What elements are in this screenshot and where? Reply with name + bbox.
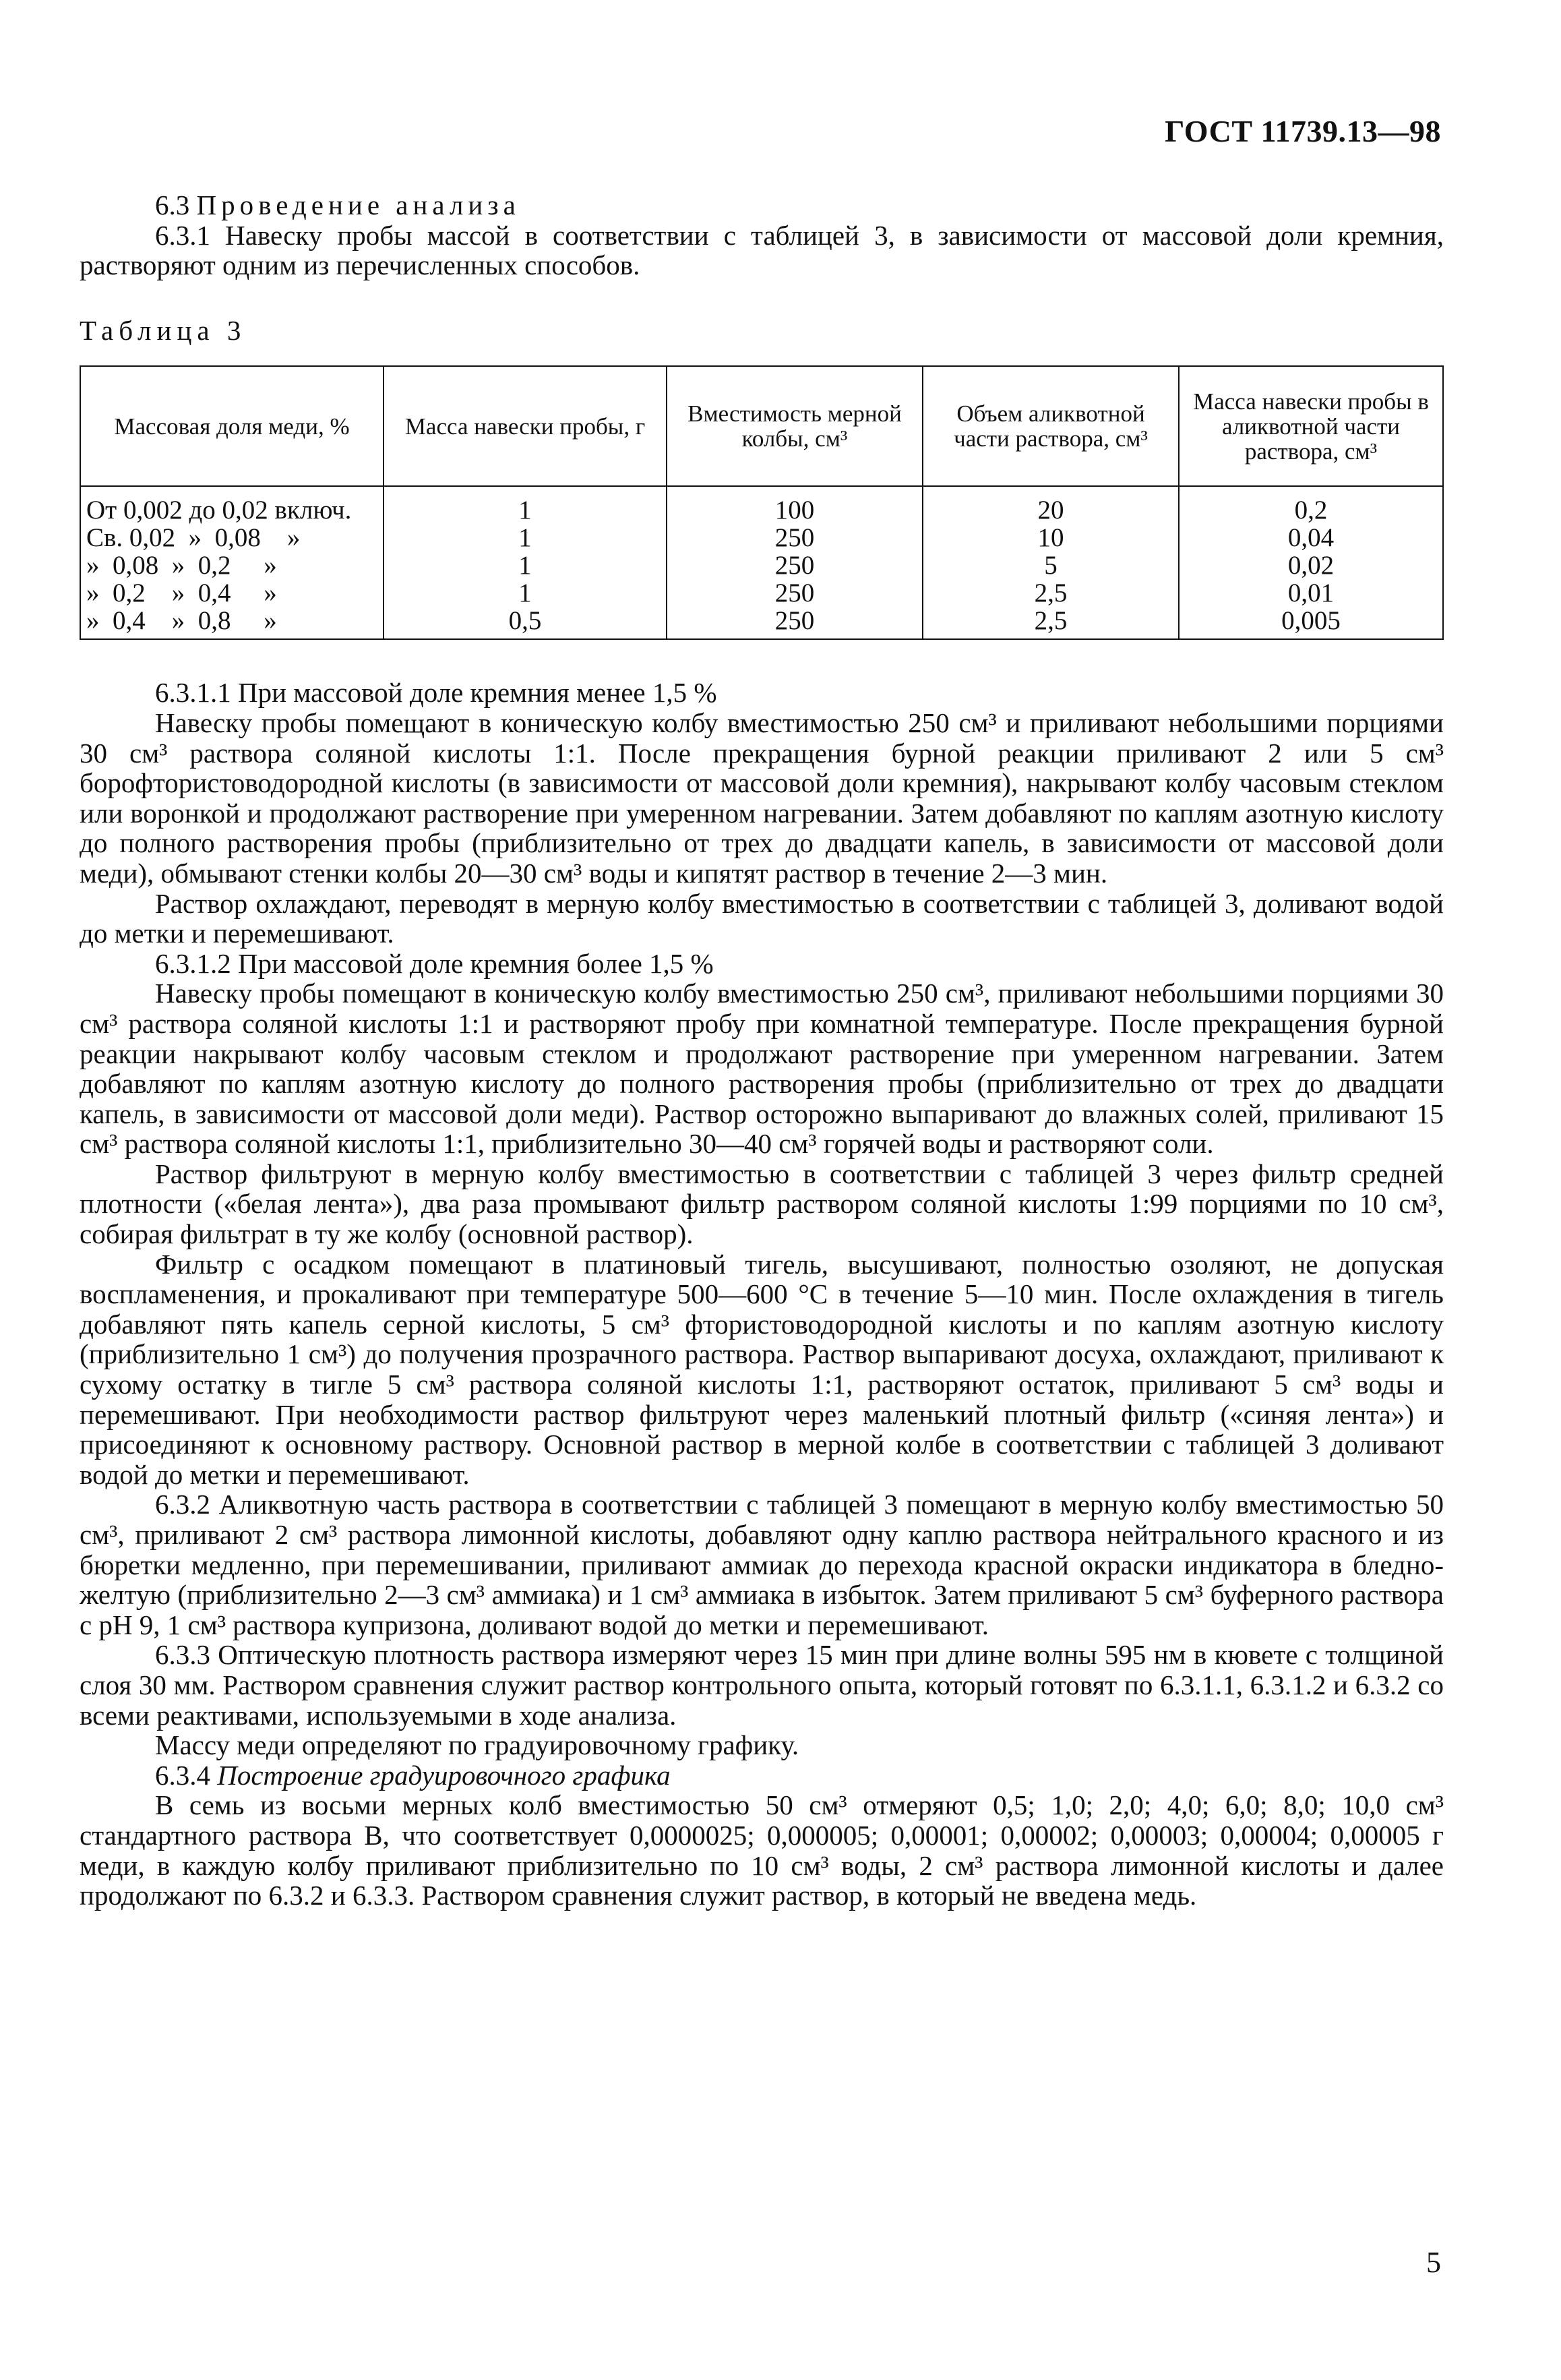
cell-flask-capacity: 250 — [667, 524, 923, 552]
table-caption: Таблица 3 — [80, 314, 247, 346]
table-row — [80, 486, 1443, 524]
cell-aliquot-volume: 5 — [923, 552, 1179, 579]
cell-aliquot-mass: 0,005 — [1179, 607, 1443, 639]
table-row — [80, 552, 1443, 579]
cell-aliquot-volume: 2,5 — [923, 579, 1179, 607]
section-number: 6.3 — [155, 189, 190, 220]
table-3 — [80, 365, 1444, 640]
header-sample-mass: Масса навески пробы, г — [384, 366, 667, 486]
cell-sample-mass: 1 — [384, 524, 667, 552]
paragraph-6-3-1-2-b: Раствор фильтруют в мерную колбу вместимостью в соответствии с таблицей 3 через фильтр средней плотности («белая лента»), два раза промывают фильтр раствором соляной кислоты 1:99 порциями по 10 см³, собирая фильтрат в ту же колбу (основной раствор). — [80, 1158, 1444, 1250]
cell-sample-mass: 1 — [384, 552, 667, 579]
cell-aliquot-mass: 0,04 — [1179, 524, 1443, 552]
cell-flask-capacity: 250 — [667, 579, 923, 607]
paragraph-6-3-3: 6.3.3 Оптическую плотность раствора измеряют через 15 мин при длине волны 595 нм в кювете с толщиной слоя 30 мм. Раствором сравнения служит раствор контрольного опыта, который готовят по 6.3.1.1, 6.3.1.2 и 6.3.2 со всеми реактивами, используемыми в ходе анализа. — [80, 1639, 1444, 1731]
paragraph-6-3-1-2-a: Навеску пробы помещают в коническую колбу вместимостью 250 см³, приливают небольшими порциями 30 см³ раствора соляной кислоты 1:1 и растворяют пробу при комнатной температуре. После прекращения бурной реакции накрывают колбу часовым стеклом и продолжают растворение при умеренном нагревании. Затем добавляют по каплям азотную кислоту до полного растворения пробы (приблизительно от трех до двадцати капель, в зависимости от массовой доли меди). Раствор осторожно выпаривают до влажных солей, приливают 15 см³ раствора соляной кислоты 1:1, приблизительно 30—40 см³ горячей воды и растворяют соли. — [80, 978, 1444, 1160]
cell-aliquot-volume: 20 — [923, 486, 1179, 524]
table-row — [80, 524, 1443, 552]
paragraph-6-3-2: 6.3.2 Аликвотную часть раствора в соответствии с таблицей 3 помещают в мерную колбу вместимостью 50 см³, приливают 2 см³ раствора лимонной кислоты, добавляют одну каплю раствора нейтрального красного и из бюретки медленно, при перемешивании, приливают аммиак до перехода красной окраски индикатора в бледно-желтую (приблизительно 2—3 см³ аммиака) и 1 см³ аммиака в избыток. Затем приливают 5 см³ буферного раствора с рН 9, 1 см³ раствора купризона, доливают водой до метки и перемешивают. — [80, 1489, 1444, 1640]
section-heading — [80, 190, 1444, 220]
cell-copper-fraction: » 0,08 » 0,2 » — [80, 552, 384, 579]
cell-flask-capacity: 250 — [667, 552, 923, 579]
paragraph-6-3-4: В семь из восьми мерных колб вместимостью 50 см³ отмеряют 0,5; 1,0; 2,0; 4,0; 6,0; 8,0; 10,0 см³ стандартного раствора В, что соответствует 0,0000025; 0,000005; 0,00001; 0,00002; 0,00003; 0,00004; 0,00005 г меди, в каждую колбу приливают приблизительно по 10 см³ воды, 2 см³ раствора лимонной кислоты и далее продолжают по 6.3.2 и 6.3.3. Раствором сравнения служит раствор, в который не введена медь. — [80, 1789, 1444, 1911]
cell-copper-fraction: » 0,4 » 0,8 » — [80, 607, 384, 639]
header-flask-capacity: Вместимость мерной колбы, см³ — [667, 366, 923, 486]
header-aliquot-mass: Масса навески пробы в аликвотной части раствора, см³ — [1179, 366, 1443, 486]
cell-copper-fraction: Св. 0,02 » 0,08 » — [80, 524, 384, 552]
cell-sample-mass: 1 — [384, 486, 667, 524]
cell-aliquot-volume: 2,5 — [923, 607, 1179, 639]
body-text — [80, 678, 1444, 1910]
subheading-6-3-4 — [80, 1760, 1444, 1791]
cell-copper-fraction: » 0,2 » 0,4 » — [80, 579, 384, 607]
cell-copper-fraction: От 0,002 до 0,02 включ. — [80, 486, 384, 524]
header-copper-fraction: Массовая доля меди, % — [80, 366, 384, 486]
cell-sample-mass: 1 — [384, 579, 667, 607]
paragraph-6-3-1-1-a: Навеску пробы помещают в коническую колбу вместимостью 250 см³ и приливают небольшими порциями 30 см³ раствора соляной кислоты 1:1. После прекращения бурной реакции приливают 2 или 5 см³ борофтористоводородной кислоты (в зависимости от массовой доли кремния), накрывают колбу часовым стеклом или воронкой и продолжают растворение при умеренном нагревании. Затем добавляют по каплям азотную кислоту до полного растворения пробы (приблизительно от трех до двадцати капель, в зависимости от массовой доли меди), обмывают стенки колбы 20—30 см³ воды и кипятят раствор в течение 2—3 мин. — [80, 707, 1444, 889]
section-title: Проведение анализа — [196, 189, 520, 220]
subheading-6-3-4-number: 6.3.4 — [155, 1759, 210, 1791]
table-row — [80, 579, 1443, 607]
subheading-6-3-1-1: 6.3.1.1 При массовой доле кремния менее 1,5 % — [155, 677, 717, 709]
paragraph-6-3-1-2-c: Фильтр с осадком помещают в платиновый тигель, высушивают, полностью озоляют, не допуская воспламенения, и прокаливают при температуре 500—600 °С в течение 5—10 мин. После охлаждения в тигель добавляют пять капель серной кислоты, 5 см³ фтористоводородной кислоты и по каплям азотную кислоту (приблизительно 1 см³) до получения прозрачного раствора. Раствор выпаривают досуха, охлаждают, приливают к сухому остатку в тигле 5 см³ раствора соляной кислоты 1:1, растворяют остаток, приливают 5 см³ воды и перемешивают. При необходимости раствор фильтруют через маленький плотный фильтр («синяя лента») и присоединяют к основному раствору. Основной раствор в мерной колбе в соответствии с таблицей 3 доливают водой до метки и перемешивают. — [80, 1248, 1444, 1490]
page-content — [80, 190, 1444, 1911]
page-number: 5 — [1426, 2246, 1441, 2279]
cell-aliquot-mass: 0,2 — [1179, 486, 1443, 524]
paragraph-6-3-1: 6.3.1 Навеску пробы массой в соответствии с таблицей 3, в зависимости от массовой доли кремния, растворяют одним из перечисленных способов. — [80, 219, 1444, 281]
cell-flask-capacity: 100 — [667, 486, 923, 524]
subheading-6-3-1-2: 6.3.1.2 При массовой доле кремния более 1,5 % — [155, 947, 714, 979]
cell-flask-capacity: 250 — [667, 607, 923, 639]
cell-aliquot-volume: 10 — [923, 524, 1179, 552]
cell-aliquot-mass: 0,02 — [1179, 552, 1443, 579]
table-header-row — [80, 366, 1443, 486]
cell-sample-mass: 0,5 — [384, 607, 667, 639]
standard-code: ГОСТ 11739.13—98 — [1165, 114, 1441, 148]
paragraph-6-3-3-b: Массу меди определяют по градуировочному графику. — [155, 1729, 799, 1761]
cell-aliquot-mass: 0,01 — [1179, 579, 1443, 607]
subheading-6-3-4-title: Построение градуировочного графика — [217, 1759, 671, 1791]
paragraph-6-3-1-1-b: Раствор охлаждают, переводят в мерную колбу вместимостью в соответствии с таблицей 3, доливают водой до метки и перемешивают. — [80, 887, 1444, 949]
table-row — [80, 607, 1443, 639]
header-aliquot-volume: Объем аликвотной части раствора, см³ — [923, 366, 1179, 486]
